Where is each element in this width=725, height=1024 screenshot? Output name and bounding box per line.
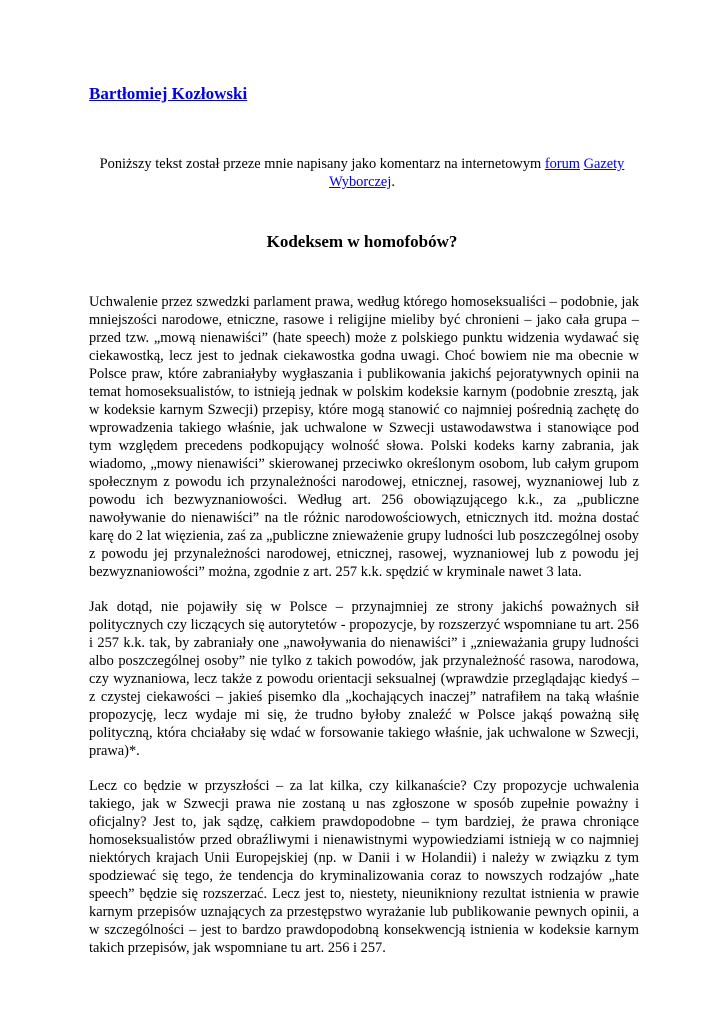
forum-link[interactable]: forum	[544, 156, 580, 172]
author-link[interactable]: Bartłomiej Kozłowski	[89, 84, 248, 103]
article-body	[89, 293, 639, 974]
article-title: Kodeksem w homofobów?	[266, 232, 458, 251]
paragraph-2: Jak dotąd, nie pojawiły się w Polsce – przynajmniej ze strony jakichś poważnych sił politycznych czy liczących się autorytetów - propozycje, by rozszerzyć wspomniane tu art. 256 i 257 k.k. tak, by zabraniały one „nawoływania do nienawiści” i „znieważania grupy ludności albo poszczególnej osoby” nie tylko z takich powodów, jak przynależność rasowa, narodowa, czy wyznaniowa, lecz także z powodu orientacji seksualnej (wprawdzie przeglądając kiedyś – z czystej ciekawości – jakieś pisemko dla „kochających inaczej” natrafiłem na taką właśnie propozycję, lecz wydaje mi się, że trudno byłoby znaleźć w Polsce jakąś poważną siłę polityczną, która chciałaby się wdać w forsowanie takiego właśnie, jak uchwalone w Szwecji, prawa)*.	[89, 599, 639, 759]
intro-note	[89, 155, 635, 191]
paragraph-3: Lecz co będzie w przyszłości – za lat kilka, czy kilkanaście? Czy propozycje uchwalenia takiego, jak w Szwecji prawa nie zostaną u nas zgłoszone w sposób zupełnie poważny i oficjalny? Jest to, jak sądzę, całkiem prawdopodobne – tym bardziej, że prawa chroniące homoseksualistów przed obraźliwymi i nienawistnymi wypowiedziami istnieją w co najmniej niektórych krajach Unii Europejskiej (np. w Danii i w Holandii) i należy w związku z tym spodziewać się tego, że tendencja do kryminalizowania coraz to nowszych rodzajów „hate speech” będzie się rozszerzać. Lecz jest to, niestety, nieunikniony rezultat istnienia w prawie karnym przepisów uznających za przestępstwo wyrażanie lub publikowanie pewnych opinii, a w szczególności – jest to bardzo prawdopodobną konsekwencją istnienia w kodeksie karnym takich przepisów, jak wspomniane tu art. 256 i 257.	[89, 778, 639, 956]
paragraph-1: Uchwalenie przez szwedzki parlament prawa, według którego homoseksualiści – podobnie, jak mniejszości narodowe, etniczne, rasowe i religijne mieliby być chronieni – jako cała grupa – przed tzw. „mową nienawiści” (hate speech) może z polskiego punktu widzenia wydawać się ciekawostką, lecz jest to jednak ciekawostka godna uwagi. Choć bowiem nie ma obecnie w Polsce praw, które zabraniałyby wygłaszania i publikowania jakichś pejoratywnych opinii na temat homoseksualistów, to istnieją jednak w polskim kodeksie karnym (podobnie zresztą, jak w kodeksie karnym Szwecji) przepisy, które mogą stanowić co najmniej pośrednią zachętę do wprowadzenia takiego właśnie, jak uchwalone w Szwecji ustawodawstwa i stanowiące pod tym względem precedens podkopujący wolność słowa. Polski kodeks karny zabrania, jak wiadomo, „mowy nienawiści” skierowanej przeciwko określonym osobom, lub całym grupom społecznym z powodu ich przynależności narodowej, etnicznej, rasowej, wyznaniowej lub z powodu ich bezwyznaniowości. Według art. 256 obowiązującego k.k., za „publiczne nawoływanie do nienawiści” na tle różnic narodowościowych, etnicznych itd. można dostać karę do 2 lat więzienia, zaś za „publiczne znieważenie grupy ludności lub poszczególnej osoby z powodu jej przynależności narodowej, etnicznej, rasowej, wyznaniowej lub z powodu jej bezwyznaniowości” można, zgodnie z art. 257 k.k. spędzić w kryminale nawet 3 lata.	[89, 294, 639, 580]
gazeta-wyborcza-link[interactable]: Gazety Wyborczej	[329, 156, 625, 190]
intro-text: Poniższy tekst został przeze mnie napisany jako komentarz na internetowym	[99, 156, 545, 172]
intro-end: .	[391, 174, 395, 190]
